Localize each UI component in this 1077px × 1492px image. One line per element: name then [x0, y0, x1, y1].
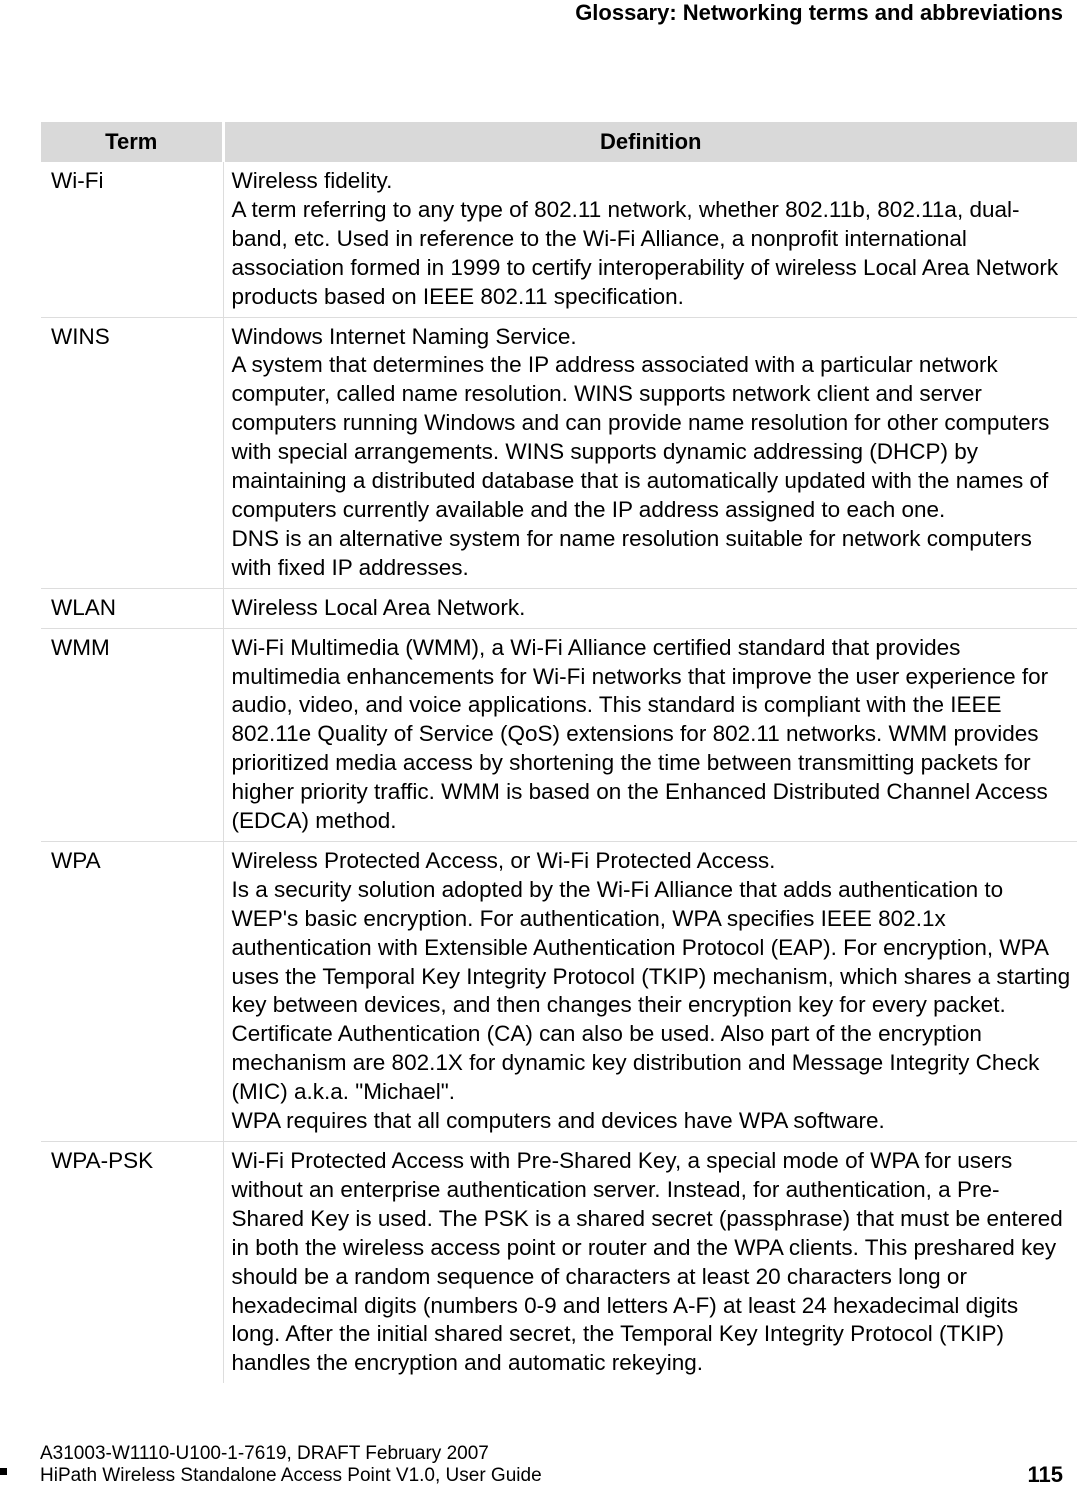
definition-line: A system that determines the IP address associated with a particular network computer, called name resolution. WINS supports network client and server computers running Windows and can provide name resolution for other computers with special arrangements. WINS supports dynamic addressing (DHCP) by maintaining a distributed database that is automatically updated with the names of computers currently available and the IP address assigned to each one.: [231, 352, 1050, 522]
definition-line: WPA requires that all computers and devices have WPA software.: [231, 1108, 885, 1134]
definition-cell: [223, 317, 1077, 588]
definition-cell: [223, 841, 1077, 1141]
term-cell: Wi-Fi: [41, 162, 223, 317]
term-cell: WINS: [41, 317, 223, 588]
definition-cell: [223, 1142, 1077, 1384]
definition-line: Wireless Protected Access, or Wi-Fi Protected Access.: [231, 847, 776, 873]
table-row: [41, 317, 1077, 588]
definition-line: Wireless fidelity.: [231, 168, 393, 193]
footer-doc-id: A31003-W1110-U100-1-7619, DRAFT February 2007: [40, 1443, 489, 1464]
table-row: [41, 841, 1077, 1141]
table-header-row: [41, 122, 1077, 162]
footer-guide-title: HiPath Wireless Standalone Access Point V1.0, User Guide: [40, 1465, 542, 1486]
definition-line: A term referring to any type of 802.11 network, whether 802.11b, 802.11a, dual-band, etc. Used in reference to the Wi-Fi Alliance, a nonprofit international association formed in 1999 to certify interoperability of wireless Local Area Network products based on IEEE 802.11 specification.: [231, 196, 1059, 309]
definition-line: DNS is an alternative system for name resolution suitable for network computers with fixed IP addresses.: [231, 525, 1032, 580]
term-cell: WLAN: [41, 588, 223, 628]
definition-line: Wi-Fi Protected Access with Pre-Shared Key, a special mode of WPA for users without an enterprise authentication server. Instead, for authentication, a Pre-Shared Key is used. The PSK is a shared secret (passphrase) that must be entered in both the wireless access point or router and the WPA clients. This preshared key should be a random sequence of characters at least 20 characters long or hexadecimal digits (numbers 0-9 and letters A-F) at least 24 hexadecimal digits long. After the initial shared secret, the Temporal Key Integrity Protocol (TKIP) handles the encryption and automatic rekeying.: [231, 1148, 1063, 1376]
term-column-header: Term: [41, 122, 223, 162]
page-number: 115: [1027, 1462, 1063, 1487]
definition-cell: [223, 162, 1077, 317]
definition-line: Windows Internet Naming Service.: [231, 323, 577, 349]
term-cell: WMM: [41, 628, 223, 841]
definition-line: Wi-Fi Multimedia (WMM), a Wi-Fi Alliance certified standard that provides multimedia enhancements for Wi-Fi networks that improve the user experience for audio, video, and voice applications. This standard is compliant with the IEEE 802.11e Quality of Service (QoS) extensions for 802.11 networks. WMM provides prioritized media access by shortening the time between transmitting packets for higher priority traffic. WMM is based on the Enhanced Distributed Channel Access (EDCA) method.: [231, 634, 1049, 834]
page-footer: [40, 1443, 542, 1487]
term-cell: WPA-PSK: [51, 1148, 154, 1173]
term-cell: WPA: [41, 841, 223, 1141]
footer-marker: [0, 1468, 7, 1475]
definition-line: Wireless Local Area Network.: [231, 594, 526, 620]
glossary-table: [41, 122, 1077, 1383]
page-header-title: Glossary: Networking terms and abbreviations: [575, 0, 1063, 25]
definition-line: Is a security solution adopted by the Wi-Fi Alliance that adds authentication to WEP's basic encryption. For authentication, WPA specifies IEEE 802.1x authentication with Extensible Authentication Protocol (EAP). For encryption, WPA uses the Temporal Key Integrity Protocol (TKIP) mechanism, which shares a starting key between devices, and then changes their encryption key for every packet. Certificate Authentication (CA) can also be used. Also part of the encryption mechanism are 802.1X for dynamic key distribution and Message Integrity Check (MIC) a.k.a. "Michael".: [231, 876, 1071, 1105]
definition-cell: [223, 628, 1077, 841]
table-row: [41, 628, 1077, 841]
definition-cell: [223, 588, 1077, 628]
definition-column-header: Definition: [223, 122, 1077, 162]
table-row: [41, 588, 1077, 628]
table-row: [41, 1142, 1077, 1384]
table-row: [41, 162, 1077, 317]
